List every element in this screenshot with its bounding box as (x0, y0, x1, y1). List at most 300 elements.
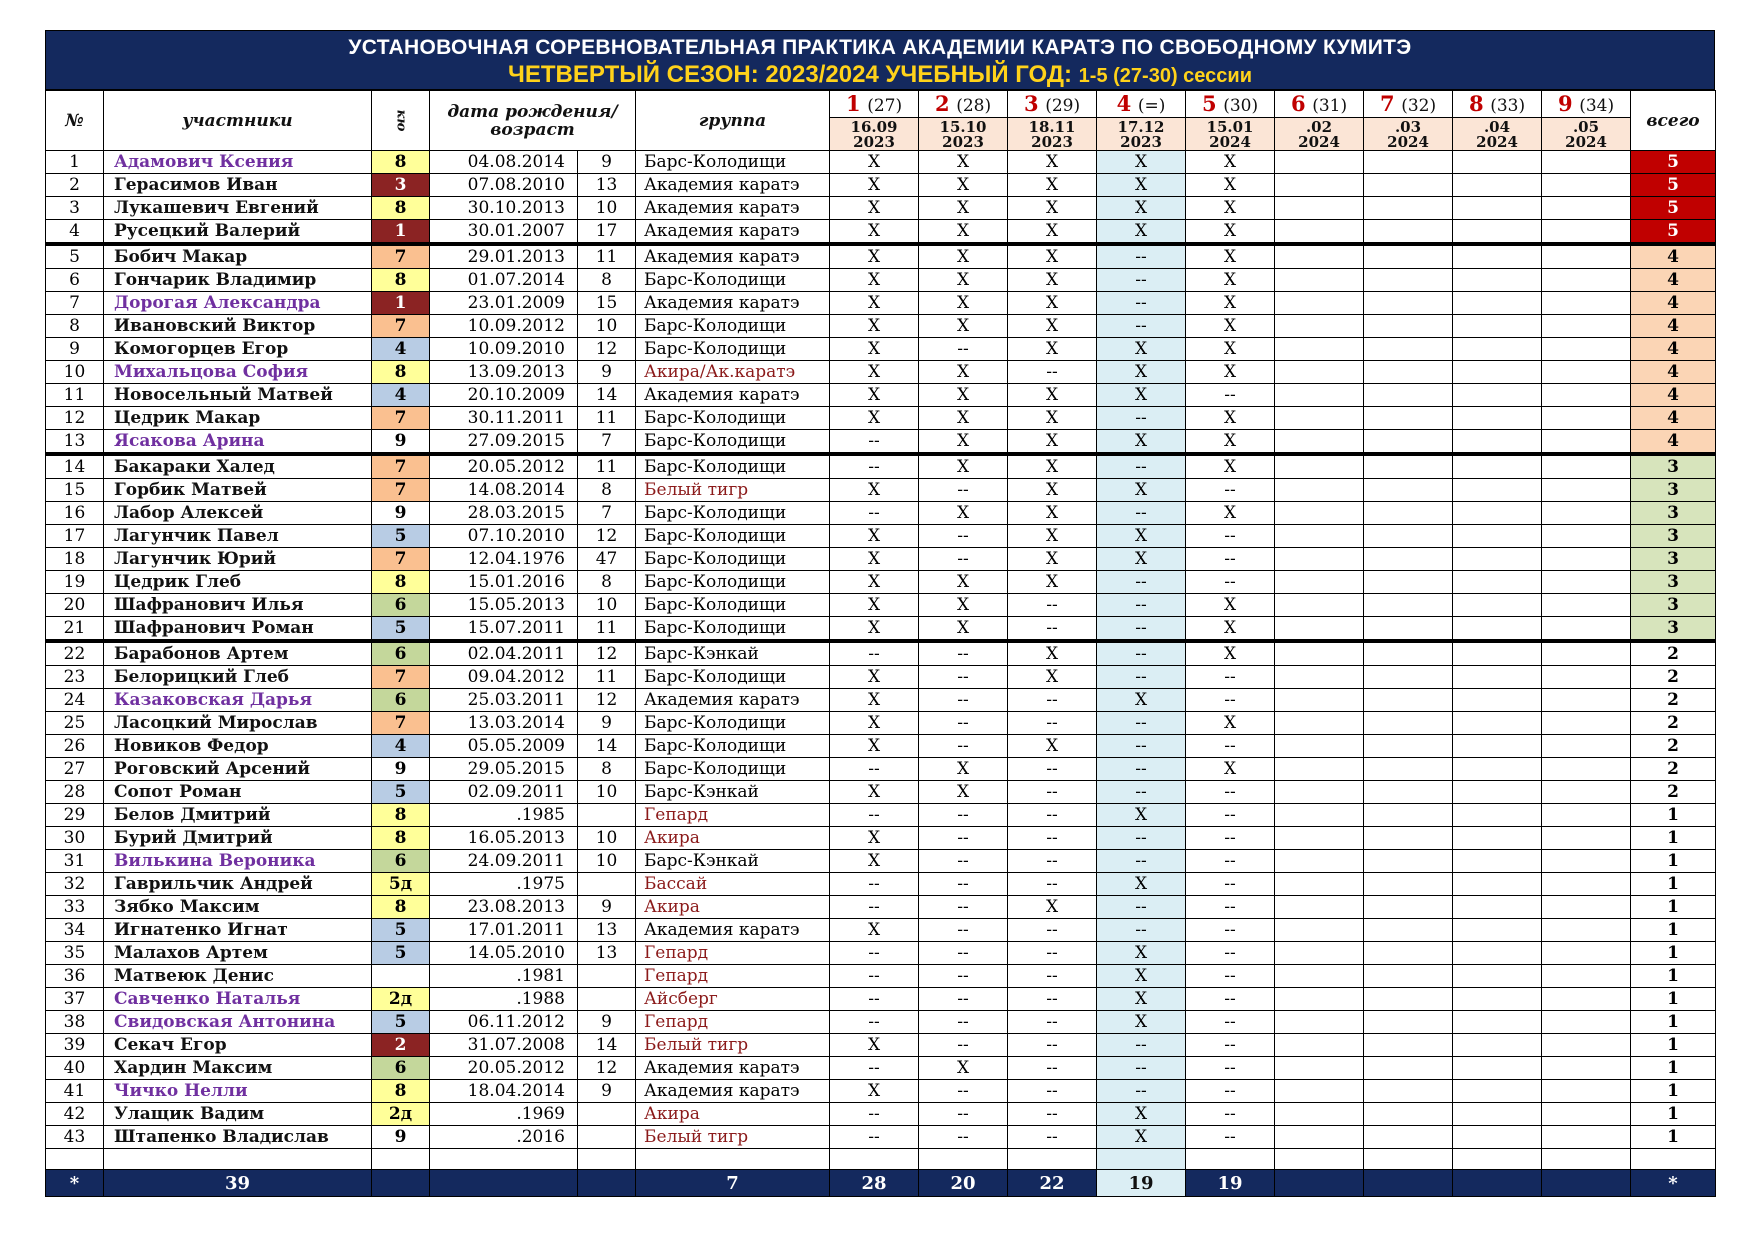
kyu-level (372, 965, 430, 988)
footer-session-count (1275, 1170, 1364, 1197)
group: Академия каратэ (636, 1057, 830, 1080)
group: Акира (636, 1103, 830, 1126)
header-row (46, 91, 1716, 151)
age: 15 (578, 292, 636, 315)
participant-name: Дорогая Александра (104, 292, 372, 315)
session-mark: X (1008, 896, 1097, 919)
age: 14 (578, 1034, 636, 1057)
session-mark (1542, 965, 1631, 988)
row-total: 1 (1631, 1011, 1716, 1034)
participant-name: Новосельный Матвей (104, 384, 372, 407)
session-mark: X (919, 502, 1008, 525)
session-mark (1364, 758, 1453, 781)
table-row (46, 1080, 1716, 1103)
group: Барс-Кэнкай (636, 781, 830, 804)
table-row (46, 430, 1716, 455)
participant-name: Малахов Артем (104, 942, 372, 965)
row-number: 21 (46, 617, 104, 642)
blank-row (46, 1149, 1716, 1170)
session-mark (1364, 315, 1453, 338)
group: Академия каратэ (636, 220, 830, 245)
session-mark (1364, 548, 1453, 571)
session-mark: X (830, 689, 919, 712)
table-row (46, 197, 1716, 220)
title-line-2 (46, 62, 1714, 89)
session-mark (1453, 174, 1542, 197)
session-mark (1542, 502, 1631, 525)
kyu-level: 2д (372, 988, 430, 1011)
session-mark: -- (1186, 479, 1275, 502)
kyu-level: 5 (372, 781, 430, 804)
session-mark (1453, 502, 1542, 525)
session-mark: X (1097, 1126, 1186, 1149)
session-mark: X (830, 617, 919, 642)
birth-date: 15.05.2013 (430, 594, 578, 617)
table-row (46, 502, 1716, 525)
session-mark: -- (1186, 1057, 1275, 1080)
participant-name: Комогорцев Егор (104, 338, 372, 361)
session-mark: X (1097, 430, 1186, 455)
session-mark (1275, 850, 1364, 873)
session-mark (1453, 988, 1542, 1011)
session-mark (1542, 827, 1631, 850)
session-mark: -- (1186, 1011, 1275, 1034)
col-session-2 (919, 91, 1008, 151)
session-mark: X (830, 735, 919, 758)
session-number (1097, 91, 1185, 118)
session-mark: X (830, 1034, 919, 1057)
session-mark (1275, 407, 1364, 430)
session-mark: -- (1008, 919, 1097, 942)
session-day: 15.01 (1206, 118, 1254, 136)
age: 9 (578, 151, 636, 174)
participant-name: Зябко Максим (104, 896, 372, 919)
kyu-level: 7 (372, 244, 430, 269)
participant-name: Ясакова Арина (104, 430, 372, 455)
session-mark: X (919, 758, 1008, 781)
session-mark (1364, 407, 1453, 430)
session-index: 4 (1116, 91, 1132, 116)
participant-name: Цедрик Макар (104, 407, 372, 430)
session-mark (1275, 174, 1364, 197)
session-mark: -- (919, 1034, 1008, 1057)
session-mark (1364, 454, 1453, 479)
session-mark (1453, 1057, 1542, 1080)
participant-name: Лагунчик Юрий (104, 548, 372, 571)
age: 12 (578, 525, 636, 548)
session-mark (1453, 430, 1542, 455)
participant-name: Гончарик Владимир (104, 269, 372, 292)
col-session-1 (830, 91, 919, 151)
kyu-level: 2 (372, 1034, 430, 1057)
session-mark: -- (1097, 712, 1186, 735)
birth-date: 10.09.2012 (430, 315, 578, 338)
session-mark: -- (1097, 269, 1186, 292)
table-row (46, 850, 1716, 873)
session-mark (1275, 454, 1364, 479)
session-mark: -- (830, 1057, 919, 1080)
session-mark (1364, 594, 1453, 617)
table-row (46, 338, 1716, 361)
session-mark: X (1008, 197, 1097, 220)
session-mark (1453, 1103, 1542, 1126)
participant-name: Лабор Алексей (104, 502, 372, 525)
participant-name: Матвеюк Денис (104, 965, 372, 988)
session-mark (1453, 384, 1542, 407)
session-mark (1542, 617, 1631, 642)
footer-row (46, 1170, 1716, 1197)
session-mark (1275, 804, 1364, 827)
col-kyu-label: кю (392, 109, 408, 132)
session-mark: X (1097, 942, 1186, 965)
session-mark: -- (1008, 965, 1097, 988)
age: 10 (578, 594, 636, 617)
session-code: (29) (1045, 96, 1081, 116)
session-mark: -- (1097, 1057, 1186, 1080)
row-number: 3 (46, 197, 104, 220)
group: Академия каратэ (636, 689, 830, 712)
birth-date: .2016 (430, 1126, 578, 1149)
session-mark (1275, 1080, 1364, 1103)
session-mark (1542, 896, 1631, 919)
session-mark (1542, 988, 1631, 1011)
age (578, 988, 636, 1011)
session-number (919, 91, 1007, 118)
row-total: 1 (1631, 965, 1716, 988)
birth-date: 09.04.2012 (430, 666, 578, 689)
row-number: 43 (46, 1126, 104, 1149)
kyu-level: 8 (372, 827, 430, 850)
age: 11 (578, 666, 636, 689)
session-mark (1275, 220, 1364, 245)
session-mark (1542, 479, 1631, 502)
group: Барс-Колодищи (636, 548, 830, 571)
col-group: группа (636, 91, 830, 151)
session-mark: X (919, 244, 1008, 269)
session-mark: -- (1186, 1034, 1275, 1057)
session-mark (1275, 617, 1364, 642)
session-mark (1453, 407, 1542, 430)
kyu-level: 8 (372, 269, 430, 292)
session-mark: X (1186, 315, 1275, 338)
group: Белый тигр (636, 1034, 830, 1057)
row-number: 26 (46, 735, 104, 758)
birth-date: 14.08.2014 (430, 479, 578, 502)
session-mark (1542, 571, 1631, 594)
col-session-7 (1364, 91, 1453, 151)
group: Белый тигр (636, 1126, 830, 1149)
session-code: (28) (956, 96, 992, 116)
session-code: (32) (1401, 96, 1437, 116)
footer-session-count (1364, 1170, 1453, 1197)
row-number: 39 (46, 1034, 104, 1057)
session-mark: X (830, 174, 919, 197)
session-mark: X (919, 269, 1008, 292)
age: 9 (578, 712, 636, 735)
table-row (46, 712, 1716, 735)
age: 12 (578, 338, 636, 361)
session-mark (1453, 571, 1542, 594)
session-mark: -- (1008, 873, 1097, 896)
session-mark (1275, 151, 1364, 174)
row-total: 4 (1631, 244, 1716, 269)
birth-date: 14.05.2010 (430, 942, 578, 965)
session-mark: -- (919, 1126, 1008, 1149)
age: 11 (578, 617, 636, 642)
kyu-level: 5 (372, 617, 430, 642)
session-day: 17.12 (1117, 118, 1165, 136)
session-mark (1364, 525, 1453, 548)
group: Барс-Колодищи (636, 454, 830, 479)
col-session-9 (1542, 91, 1631, 151)
empty-cell (1008, 1149, 1097, 1170)
row-total: 4 (1631, 430, 1716, 455)
title-season: ЧЕТВЕРТЫЙ СЕЗОН: 2023/2024 УЧЕБНЫЙ ГОД: (508, 61, 1079, 88)
row-number: 4 (46, 220, 104, 245)
group: Академия каратэ (636, 1080, 830, 1103)
session-mark: -- (1097, 244, 1186, 269)
session-mark (1275, 942, 1364, 965)
row-number: 31 (46, 850, 104, 873)
participant-name: Хардин Максим (104, 1057, 372, 1080)
session-mark: X (1186, 338, 1275, 361)
age: 13 (578, 942, 636, 965)
birth-date: 18.04.2014 (430, 1080, 578, 1103)
session-mark: X (1097, 873, 1186, 896)
session-mark: X (919, 1057, 1008, 1080)
row-number: 17 (46, 525, 104, 548)
session-mark: X (1008, 641, 1097, 666)
session-mark (1364, 361, 1453, 384)
session-mark: X (830, 384, 919, 407)
col-kyu (372, 91, 430, 151)
session-number (1542, 91, 1630, 118)
age: 9 (578, 1080, 636, 1103)
session-mark: X (919, 174, 1008, 197)
session-mark (1453, 919, 1542, 942)
title-sessions: 1-5 (27-30) сессии (1078, 65, 1252, 87)
session-mark (1275, 548, 1364, 571)
session-mark: X (919, 292, 1008, 315)
session-mark (1364, 1034, 1453, 1057)
footer-session-count: 19 (1097, 1170, 1186, 1197)
group: Бассай (636, 873, 830, 896)
session-mark (1364, 479, 1453, 502)
row-number: 5 (46, 244, 104, 269)
row-number: 18 (46, 548, 104, 571)
session-mark (1275, 735, 1364, 758)
session-mark: -- (1097, 735, 1186, 758)
session-mark (1364, 430, 1453, 455)
session-mark: X (1186, 502, 1275, 525)
session-day: .03 (1394, 118, 1422, 136)
kyu-level: 9 (372, 758, 430, 781)
age (578, 1126, 636, 1149)
participant-name: Свидовская Антонина (104, 1011, 372, 1034)
age: 8 (578, 571, 636, 594)
empty-cell (830, 1149, 919, 1170)
row-number: 37 (46, 988, 104, 1011)
session-mark: -- (1097, 758, 1186, 781)
session-mark: X (830, 850, 919, 873)
row-number: 27 (46, 758, 104, 781)
footer-participants: 39 (104, 1170, 372, 1197)
age: 10 (578, 827, 636, 850)
participant-name: Игнатенко Игнат (104, 919, 372, 942)
session-mark: -- (919, 1080, 1008, 1103)
age: 47 (578, 548, 636, 571)
kyu-level: 6 (372, 641, 430, 666)
session-year: 2024 (1565, 133, 1607, 151)
row-total: 1 (1631, 1103, 1716, 1126)
row-total: 3 (1631, 454, 1716, 479)
session-mark (1364, 1057, 1453, 1080)
footer-empty (430, 1170, 578, 1197)
session-code: (34) (1579, 96, 1615, 116)
participant-name: Белов Дмитрий (104, 804, 372, 827)
session-mark (1275, 919, 1364, 942)
participant-name: Новиков Федор (104, 735, 372, 758)
table-row (46, 407, 1716, 430)
session-mark (1275, 1034, 1364, 1057)
table-row (46, 292, 1716, 315)
session-mark (1364, 804, 1453, 827)
session-mark: X (1097, 689, 1186, 712)
table-row (46, 804, 1716, 827)
session-mark (1275, 712, 1364, 735)
participant-name: Бобич Макар (104, 244, 372, 269)
footer-empty (578, 1170, 636, 1197)
kyu-level: 6 (372, 689, 430, 712)
session-mark (1453, 244, 1542, 269)
session-mark: -- (919, 896, 1008, 919)
session-mark (1542, 244, 1631, 269)
row-total: 2 (1631, 666, 1716, 689)
session-mark (1275, 689, 1364, 712)
row-total: 3 (1631, 571, 1716, 594)
birth-date: 13.03.2014 (430, 712, 578, 735)
row-number: 1 (46, 151, 104, 174)
session-mark: X (1186, 454, 1275, 479)
session-day: 18.11 (1028, 118, 1076, 136)
row-total: 1 (1631, 873, 1716, 896)
row-total: 4 (1631, 269, 1716, 292)
age: 9 (578, 361, 636, 384)
session-mark (1542, 197, 1631, 220)
session-mark (1453, 292, 1542, 315)
session-mark: -- (919, 735, 1008, 758)
participant-name: Белорицкий Глеб (104, 666, 372, 689)
group: Академия каратэ (636, 919, 830, 942)
session-mark: X (830, 269, 919, 292)
session-mark: -- (919, 965, 1008, 988)
row-total: 3 (1631, 479, 1716, 502)
session-mark: X (1097, 548, 1186, 571)
session-mark: -- (919, 525, 1008, 548)
participant-name: Михальцова София (104, 361, 372, 384)
session-index: 3 (1023, 91, 1039, 116)
row-total: 3 (1631, 525, 1716, 548)
session-mark (1275, 571, 1364, 594)
table-row (46, 1011, 1716, 1034)
footer-session-count: 22 (1008, 1170, 1097, 1197)
group: Барс-Колодищи (636, 338, 830, 361)
session-mark (1542, 758, 1631, 781)
session-mark (1275, 1011, 1364, 1034)
session-year: 2024 (1387, 133, 1429, 151)
session-mark: -- (1097, 850, 1186, 873)
session-mark: X (830, 197, 919, 220)
session-mark: X (830, 827, 919, 850)
group: Академия каратэ (636, 197, 830, 220)
age: 7 (578, 502, 636, 525)
table-row (46, 641, 1716, 666)
session-mark (1275, 384, 1364, 407)
kyu-level: 1 (372, 220, 430, 245)
table-row (46, 617, 1716, 642)
session-date (1453, 118, 1541, 150)
birth-date: 20.05.2012 (430, 1057, 578, 1080)
birth-date: .1969 (430, 1103, 578, 1126)
session-mark (1453, 712, 1542, 735)
participant-name: Савченко Наталья (104, 988, 372, 1011)
row-number: 12 (46, 407, 104, 430)
group: Гепард (636, 942, 830, 965)
session-mark (1453, 1126, 1542, 1149)
table-row (46, 896, 1716, 919)
session-mark: -- (830, 942, 919, 965)
birth-date: 05.05.2009 (430, 735, 578, 758)
session-mark (1542, 873, 1631, 896)
session-mark (1542, 174, 1631, 197)
col-session-8 (1453, 91, 1542, 151)
session-day: 15.10 (939, 118, 987, 136)
session-mark (1364, 850, 1453, 873)
session-date (1364, 118, 1452, 150)
row-total: 5 (1631, 151, 1716, 174)
session-mark (1453, 965, 1542, 988)
session-mark: -- (830, 1126, 919, 1149)
session-mark: -- (1186, 804, 1275, 827)
session-mark: -- (1008, 1126, 1097, 1149)
session-mark (1542, 594, 1631, 617)
kyu-level: 8 (372, 896, 430, 919)
footer-total: * (1631, 1170, 1716, 1197)
row-number: 14 (46, 454, 104, 479)
session-mark (1542, 1126, 1631, 1149)
birth-date: .1988 (430, 988, 578, 1011)
participant-name: Сопот Роман (104, 781, 372, 804)
session-mark (1453, 1011, 1542, 1034)
session-mark: X (1008, 384, 1097, 407)
session-code: (33) (1490, 96, 1526, 116)
table-row (46, 479, 1716, 502)
row-number: 28 (46, 781, 104, 804)
session-mark: -- (1008, 1057, 1097, 1080)
session-mark (1542, 361, 1631, 384)
row-total: 1 (1631, 896, 1716, 919)
session-mark: -- (919, 1103, 1008, 1126)
session-mark: X (830, 548, 919, 571)
age: 17 (578, 220, 636, 245)
results-table (45, 90, 1716, 1197)
col-dob: дата рождения/ возраст (430, 91, 636, 151)
table-row (46, 571, 1716, 594)
row-number: 13 (46, 430, 104, 455)
kyu-level: 8 (372, 1080, 430, 1103)
session-mark: -- (1097, 827, 1186, 850)
session-mark (1542, 525, 1631, 548)
